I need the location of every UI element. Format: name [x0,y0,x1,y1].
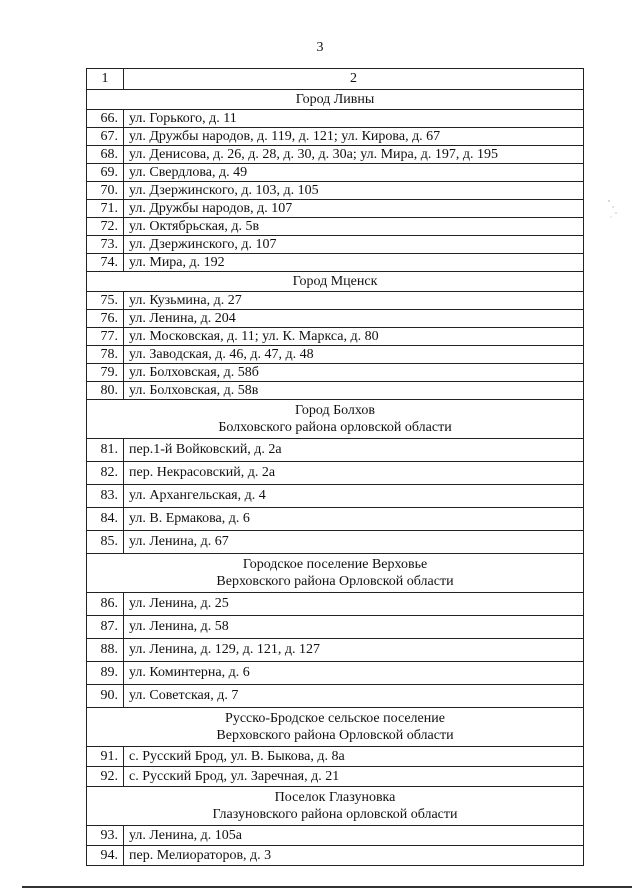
row-address: ул. Ленина, д. 58 [124,616,584,639]
row-address: ул. Коминтерна, д. 6 [124,662,584,685]
address-table [86,68,584,866]
row-number: 68. [87,146,124,164]
table-row [87,382,584,400]
section-title-line: Верховского района Орловской области [216,728,454,743]
table-row [87,508,584,531]
row-address: с. Русский Брод, ул. Заречная, д. 21 [124,767,584,787]
table-row [87,110,584,128]
scan-marks [606,198,620,220]
row-number: 87. [87,616,124,639]
row-address: ул. Дружбы народов, д. 107 [124,200,584,218]
table-row [87,236,584,254]
row-address: с. Русский Брод, ул. В. Быкова, д. 8а [124,747,584,767]
table-row [87,310,584,328]
row-address: ул. Горького, д. 11 [124,110,584,128]
row-address: ул. Ленина, д. 67 [124,531,584,554]
table-header-row [87,69,584,90]
row-number: 73. [87,236,124,254]
row-address: ул. Дружбы народов, д. 119, д. 121; ул. Кирова, д. 67 [124,128,584,146]
page-bottom-rule [22,886,632,888]
page-number: 3 [316,40,324,55]
row-address: ул. Кузьмина, д. 27 [124,292,584,310]
table-row [87,747,584,767]
row-address: ул. Заводская, д. 46, д. 47, д. 48 [124,346,584,364]
row-address: ул. Болховская, д. 58б [124,364,584,382]
row-address: пер. Некрасовский, д. 2а [124,462,584,485]
row-address: ул. В. Ермакова, д. 6 [124,508,584,531]
section-title-cell [87,400,584,439]
row-number: 94. [87,846,124,866]
row-address: ул. Архангельская, д. 4 [124,485,584,508]
row-number: 78. [87,346,124,364]
table-row [87,328,584,346]
section-header-row [87,90,584,110]
table-row [87,826,584,846]
row-number: 81. [87,439,124,462]
table-row [87,292,584,310]
table-row [87,485,584,508]
row-number: 67. [87,128,124,146]
address-table-body [87,69,584,866]
row-number: 91. [87,747,124,767]
table-row [87,767,584,787]
row-address: ул. Ленина, д. 25 [124,593,584,616]
row-address: ул. Мира, д. 192 [124,254,584,272]
section-header-row [87,787,584,826]
row-number: 69. [87,164,124,182]
row-address: ул. Дзержинского, д. 103, д. 105 [124,182,584,200]
section-title-line: Глазуновского района орловской области [212,807,458,822]
section-title-cell [87,90,584,110]
row-number: 88. [87,639,124,662]
section-title-cell [87,554,584,593]
row-number: 89. [87,662,124,685]
section-header-row [87,708,584,747]
row-address: пер.1-й Войковский, д. 2а [124,439,584,462]
table-row [87,128,584,146]
column-address-header: 2 [124,69,584,90]
table-row [87,846,584,866]
row-number: 86. [87,593,124,616]
row-number: 82. [87,462,124,485]
row-number: 72. [87,218,124,236]
column-number-header: 1 [87,69,124,90]
table-row [87,462,584,485]
row-number: 70. [87,182,124,200]
row-number: 71. [87,200,124,218]
section-header-row [87,554,584,593]
row-number: 76. [87,310,124,328]
table-row [87,218,584,236]
table-row [87,346,584,364]
table-row [87,662,584,685]
table-row [87,531,584,554]
section-title-line: Городское поселение Верховье [242,556,428,572]
row-address: ул. Ленина, д. 129, д. 121, д. 127 [124,639,584,662]
table-row [87,254,584,272]
row-number: 79. [87,364,124,382]
section-title-line: Город Мценск [292,273,378,289]
row-number: 92. [87,767,124,787]
row-address: ул. Ленина, д. 105а [124,826,584,846]
table-row [87,639,584,662]
row-number: 84. [87,508,124,531]
section-title-line: Поселок Глазуновка [274,789,396,805]
table-row [87,616,584,639]
table-row [87,200,584,218]
row-number: 93. [87,826,124,846]
row-address: ул. Октябрьская, д. 5в [124,218,584,236]
row-number: 66. [87,110,124,128]
row-number: 80. [87,382,124,400]
table-row [87,164,584,182]
table-row [87,182,584,200]
row-address: пер. Мелиораторов, д. 3 [124,846,584,866]
table-row [87,364,584,382]
section-header-row [87,272,584,292]
row-address: ул. Советская, д. 7 [124,685,584,708]
section-title-cell [87,272,584,292]
section-header-row [87,400,584,439]
row-number: 77. [87,328,124,346]
row-address: ул. Ленина, д. 204 [124,310,584,328]
row-address: ул. Болховская, д. 58в [124,382,584,400]
row-address: ул. Московская, д. 11; ул. К. Маркса, д. 80 [124,328,584,346]
section-title-line: Русско-Бродское сельское поселение [225,710,445,726]
row-number: 90. [87,685,124,708]
section-title-cell [87,787,584,826]
row-address: ул. Дзержинского, д. 107 [124,236,584,254]
table-row [87,593,584,616]
section-title-line: Город Ливны [295,91,375,107]
section-title-line: Верховского района Орловской области [216,574,454,589]
section-title-line: Болховского района орловской области [218,420,452,435]
row-address: ул. Свердлова, д. 49 [124,164,584,182]
row-number: 75. [87,292,124,310]
table-row [87,439,584,462]
row-number: 74. [87,254,124,272]
row-number: 83. [87,485,124,508]
section-title-line: Город Болхов [294,402,375,418]
row-address: ул. Денисова, д. 26, д. 28, д. 30, д. 30а; ул. Мира, д. 197, д. 195 [124,146,584,164]
table-row [87,685,584,708]
row-number: 85. [87,531,124,554]
table-row [87,146,584,164]
section-title-cell [87,708,584,747]
